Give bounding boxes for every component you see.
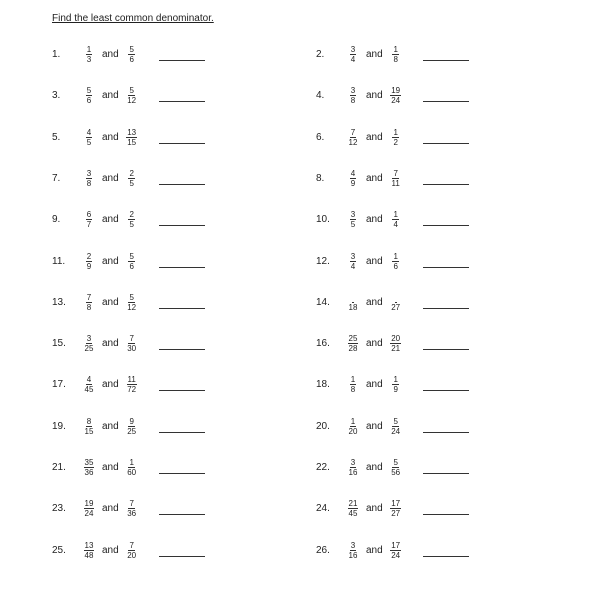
numerator: 20: [391, 333, 401, 343]
problem-number: 14.: [316, 296, 330, 308]
problem-number: 12.: [316, 255, 330, 267]
answer-blank[interactable]: [423, 296, 469, 309]
problem-number: 23.: [52, 502, 66, 514]
numerator: 3: [86, 168, 92, 178]
problem-7: [52, 164, 205, 192]
numerator: 3: [350, 457, 356, 467]
numerator: 4: [86, 127, 92, 137]
problem-number: 17.: [52, 378, 66, 390]
problem-4: [316, 81, 469, 109]
fraction-b: [125, 86, 139, 105]
fraction-a: [82, 169, 96, 188]
numerator: 13: [127, 127, 137, 137]
numerator: 19: [84, 498, 94, 508]
numerator: 1: [350, 374, 356, 384]
problem-18: [316, 370, 469, 398]
denominator: 16: [348, 467, 358, 477]
problem-number: 18.: [316, 378, 330, 390]
fraction-b: [389, 169, 403, 188]
denominator: 24: [391, 550, 401, 560]
denominator: 9: [86, 261, 92, 271]
numerator: 4: [86, 374, 92, 384]
fraction-b: [125, 334, 139, 353]
denominator: 27: [391, 302, 401, 312]
answer-blank[interactable]: [423, 255, 469, 268]
and-label: and: [366, 296, 383, 308]
fraction-b: [389, 458, 403, 477]
and-label: and: [102, 296, 119, 308]
problem-5: [52, 123, 205, 151]
denominator: 5: [350, 219, 356, 229]
numerator: [352, 293, 354, 303]
answer-blank[interactable]: [159, 131, 205, 144]
denominator: 8: [350, 95, 356, 105]
fraction-b: [125, 499, 139, 518]
numerator: 7: [86, 292, 92, 302]
problem-23: [52, 494, 205, 522]
fraction-b: [389, 417, 403, 436]
numerator: 1: [350, 416, 356, 426]
fraction-a: [82, 252, 96, 271]
numerator: 7: [350, 127, 356, 137]
denominator: 20: [348, 426, 358, 436]
answer-blank[interactable]: [423, 420, 469, 433]
and-label: and: [366, 48, 383, 60]
numerator: 9: [129, 416, 134, 426]
fraction-b: [389, 128, 403, 147]
fraction-a: [346, 252, 360, 271]
fraction-a: [346, 45, 360, 64]
fraction-b: [125, 293, 139, 312]
fraction-a: [346, 375, 360, 394]
problem-12: [316, 247, 469, 275]
numerator: 1: [129, 457, 134, 467]
denominator: 16: [348, 550, 358, 560]
fraction-a: [346, 128, 360, 147]
denominator: 8: [350, 384, 356, 394]
problem-number: 8.: [316, 172, 325, 184]
problem-number: 19.: [52, 420, 66, 432]
numerator: 6: [86, 209, 92, 219]
answer-blank[interactable]: [159, 48, 205, 61]
problem-number: 6.: [316, 131, 325, 143]
answer-blank[interactable]: [159, 172, 205, 185]
answer-blank[interactable]: [159, 255, 205, 268]
and-label: and: [366, 420, 383, 432]
fraction-a: [82, 210, 96, 229]
denominator: 24: [391, 95, 401, 105]
fraction-b: [125, 252, 139, 271]
and-label: and: [102, 48, 119, 60]
denominator: 12: [127, 302, 137, 312]
denominator: 27: [391, 508, 401, 518]
and-label: and: [102, 420, 119, 432]
fraction-a: [346, 499, 360, 518]
denominator: 5: [129, 219, 134, 229]
denominator: 9: [393, 384, 398, 394]
problem-number: 20.: [316, 420, 330, 432]
fraction-a: [82, 541, 96, 560]
problem-26: [316, 536, 469, 564]
answer-blank[interactable]: [423, 378, 469, 391]
fraction-a: [346, 169, 360, 188]
problem-number: 15.: [52, 337, 66, 349]
fraction-b: [389, 252, 403, 271]
problem-24: [316, 494, 469, 522]
numerator: 3: [86, 333, 92, 343]
numerator: 35: [84, 457, 94, 467]
denominator: 25: [84, 343, 94, 353]
answer-blank[interactable]: [423, 544, 469, 557]
problem-6: [316, 123, 469, 151]
denominator: 4: [350, 261, 356, 271]
problem-11: [52, 247, 205, 275]
numerator: 1: [393, 127, 398, 137]
denominator: 15: [84, 426, 94, 436]
numerator: 1: [393, 209, 398, 219]
and-label: and: [366, 502, 383, 514]
problem-number: 26.: [316, 544, 330, 556]
and-label: and: [102, 89, 119, 101]
fraction-b: [125, 375, 139, 394]
denominator: 18: [348, 302, 358, 312]
and-label: and: [102, 502, 119, 514]
fraction-a: [346, 334, 360, 353]
problem-17: [52, 370, 205, 398]
denominator: 5: [129, 178, 134, 188]
fraction-a: [82, 45, 96, 64]
denominator: 7: [86, 219, 92, 229]
answer-blank[interactable]: [159, 544, 205, 557]
fraction-a: [82, 417, 96, 436]
fraction-b: [125, 210, 139, 229]
denominator: 8: [393, 54, 398, 64]
numerator: 7: [129, 333, 134, 343]
and-label: and: [102, 544, 119, 556]
fraction-a: [82, 458, 96, 477]
and-label: and: [366, 89, 383, 101]
numerator: 3: [350, 540, 356, 550]
denominator: 8: [86, 178, 92, 188]
problem-number: 1.: [52, 48, 61, 60]
numerator: 3: [350, 251, 356, 261]
denominator: 30: [127, 343, 137, 353]
fraction-b: [125, 169, 139, 188]
and-label: and: [102, 255, 119, 267]
numerator: 5: [129, 44, 134, 54]
denominator: 72: [127, 384, 137, 394]
denominator: 6: [86, 95, 92, 105]
fraction-a: [346, 541, 360, 560]
fraction-a: [82, 375, 96, 394]
problem-number: 25.: [52, 544, 66, 556]
denominator: 60: [127, 467, 137, 477]
numerator: 8: [86, 416, 92, 426]
and-label: and: [102, 461, 119, 473]
problem-number: 9.: [52, 213, 61, 225]
problem-number: 10.: [316, 213, 330, 225]
answer-blank[interactable]: [423, 131, 469, 144]
numerator: 3: [350, 44, 356, 54]
problem-number: 24.: [316, 502, 330, 514]
denominator: 25: [127, 426, 137, 436]
fraction-b: [125, 541, 139, 560]
answer-blank[interactable]: [159, 89, 205, 102]
and-label: and: [366, 461, 383, 473]
numerator: 7: [393, 168, 398, 178]
denominator: 12: [348, 137, 358, 147]
problem-number: 3.: [52, 89, 61, 101]
and-label: and: [102, 131, 119, 143]
numerator: 5: [86, 85, 92, 95]
numerator: [395, 293, 397, 303]
fraction-b: [389, 210, 403, 229]
denominator: 5: [86, 137, 92, 147]
denominator: 6: [393, 261, 398, 271]
numerator: 19: [391, 85, 401, 95]
fraction-b: [389, 499, 403, 518]
denominator: 4: [393, 219, 398, 229]
denominator: 6: [129, 261, 134, 271]
denominator: 2: [393, 137, 398, 147]
answer-blank[interactable]: [423, 172, 469, 185]
fraction-a: [82, 499, 96, 518]
answer-blank[interactable]: [159, 378, 205, 391]
problem-1: [52, 40, 205, 68]
numerator: 17: [391, 540, 401, 550]
numerator: 3: [350, 85, 356, 95]
problem-9: [52, 205, 205, 233]
fraction-a: [82, 128, 96, 147]
answer-blank[interactable]: [423, 213, 469, 226]
denominator: 9: [350, 178, 356, 188]
problem-14: [316, 288, 469, 316]
and-label: and: [366, 131, 383, 143]
numerator: 11: [127, 374, 136, 384]
numerator: 2: [129, 168, 134, 178]
fraction-b: [125, 417, 139, 436]
fraction-b: [125, 45, 139, 64]
and-label: and: [366, 255, 383, 267]
fraction-b: [389, 375, 403, 394]
numerator: 2: [129, 209, 134, 219]
fraction-a: [346, 417, 360, 436]
problem-19: [52, 412, 205, 440]
denominator: 11: [391, 178, 400, 188]
worksheet-title: Find the least common denominator.: [52, 13, 214, 24]
denominator: 36: [127, 508, 137, 518]
numerator: 3: [350, 209, 356, 219]
problem-10: [316, 205, 469, 233]
problem-8: [316, 164, 469, 192]
and-label: and: [366, 378, 383, 390]
denominator: 45: [84, 384, 94, 394]
numerator: 25: [348, 333, 358, 343]
problem-number: 13.: [52, 296, 66, 308]
answer-blank[interactable]: [423, 48, 469, 61]
fraction-b: [389, 45, 403, 64]
numerator: 5: [129, 85, 134, 95]
problem-15: [52, 329, 205, 357]
fraction-b: [389, 86, 403, 105]
problem-13: [52, 288, 205, 316]
problem-number: 16.: [316, 337, 330, 349]
denominator: 48: [84, 550, 94, 560]
problem-20: [316, 412, 469, 440]
and-label: and: [102, 213, 119, 225]
answer-blank[interactable]: [159, 461, 205, 474]
numerator: 1: [393, 44, 398, 54]
answer-blank[interactable]: [423, 337, 469, 350]
and-label: and: [366, 544, 383, 556]
answer-blank[interactable]: [159, 296, 205, 309]
fraction-b: [389, 334, 403, 353]
and-label: and: [366, 337, 383, 349]
fraction-b: [125, 128, 139, 147]
denominator: 24: [391, 426, 401, 436]
and-label: and: [102, 337, 119, 349]
denominator: 56: [391, 467, 401, 477]
problem-number: 4.: [316, 89, 325, 101]
and-label: and: [102, 378, 119, 390]
denominator: 3: [86, 54, 92, 64]
numerator: 7: [129, 540, 134, 550]
numerator: 5: [393, 416, 398, 426]
numerator: 4: [350, 168, 356, 178]
problem-number: 5.: [52, 131, 61, 143]
problem-number: 21.: [52, 461, 66, 473]
denominator: 28: [348, 343, 358, 353]
problem-22: [316, 453, 469, 481]
numerator: 21: [348, 498, 358, 508]
problem-2: [316, 40, 469, 68]
denominator: 6: [129, 54, 134, 64]
answer-blank[interactable]: [159, 420, 205, 433]
answer-blank[interactable]: [159, 502, 205, 515]
numerator: 7: [129, 498, 134, 508]
denominator: 12: [127, 95, 137, 105]
denominator: 8: [86, 302, 92, 312]
fraction-b: [125, 458, 139, 477]
numerator: 13: [84, 540, 94, 550]
denominator: 21: [391, 343, 401, 353]
answer-blank[interactable]: [159, 337, 205, 350]
problem-number: 22.: [316, 461, 330, 473]
answer-blank[interactable]: [423, 89, 469, 102]
problem-3: [52, 81, 205, 109]
and-label: and: [366, 213, 383, 225]
problem-16: [316, 329, 469, 357]
and-label: and: [366, 172, 383, 184]
numerator: 2: [86, 251, 92, 261]
problem-number: 7.: [52, 172, 61, 184]
fraction-a: [82, 293, 96, 312]
fraction-a: [346, 293, 360, 312]
problem-number: 11.: [52, 255, 66, 267]
numerator: 5: [393, 457, 398, 467]
fraction-a: [82, 334, 96, 353]
problem-21: [52, 453, 205, 481]
denominator: 15: [127, 137, 137, 147]
problem-25: [52, 536, 205, 564]
answer-blank[interactable]: [423, 502, 469, 515]
denominator: 20: [127, 550, 137, 560]
denominator: 36: [84, 467, 94, 477]
numerator: 1: [86, 44, 92, 54]
and-label: and: [102, 172, 119, 184]
fraction-b: [389, 293, 403, 312]
fraction-a: [346, 210, 360, 229]
numerator: 17: [391, 498, 401, 508]
problem-number: 2.: [316, 48, 325, 60]
denominator: 45: [348, 508, 358, 518]
numerator: 5: [129, 292, 134, 302]
denominator: 24: [84, 508, 94, 518]
numerator: 1: [393, 374, 398, 384]
numerator: 1: [393, 251, 398, 261]
fraction-a: [82, 86, 96, 105]
fraction-a: [346, 458, 360, 477]
fraction-b: [389, 541, 403, 560]
fraction-a: [346, 86, 360, 105]
answer-blank[interactable]: [423, 461, 469, 474]
answer-blank[interactable]: [159, 213, 205, 226]
numerator: 5: [129, 251, 134, 261]
denominator: 4: [350, 54, 356, 64]
